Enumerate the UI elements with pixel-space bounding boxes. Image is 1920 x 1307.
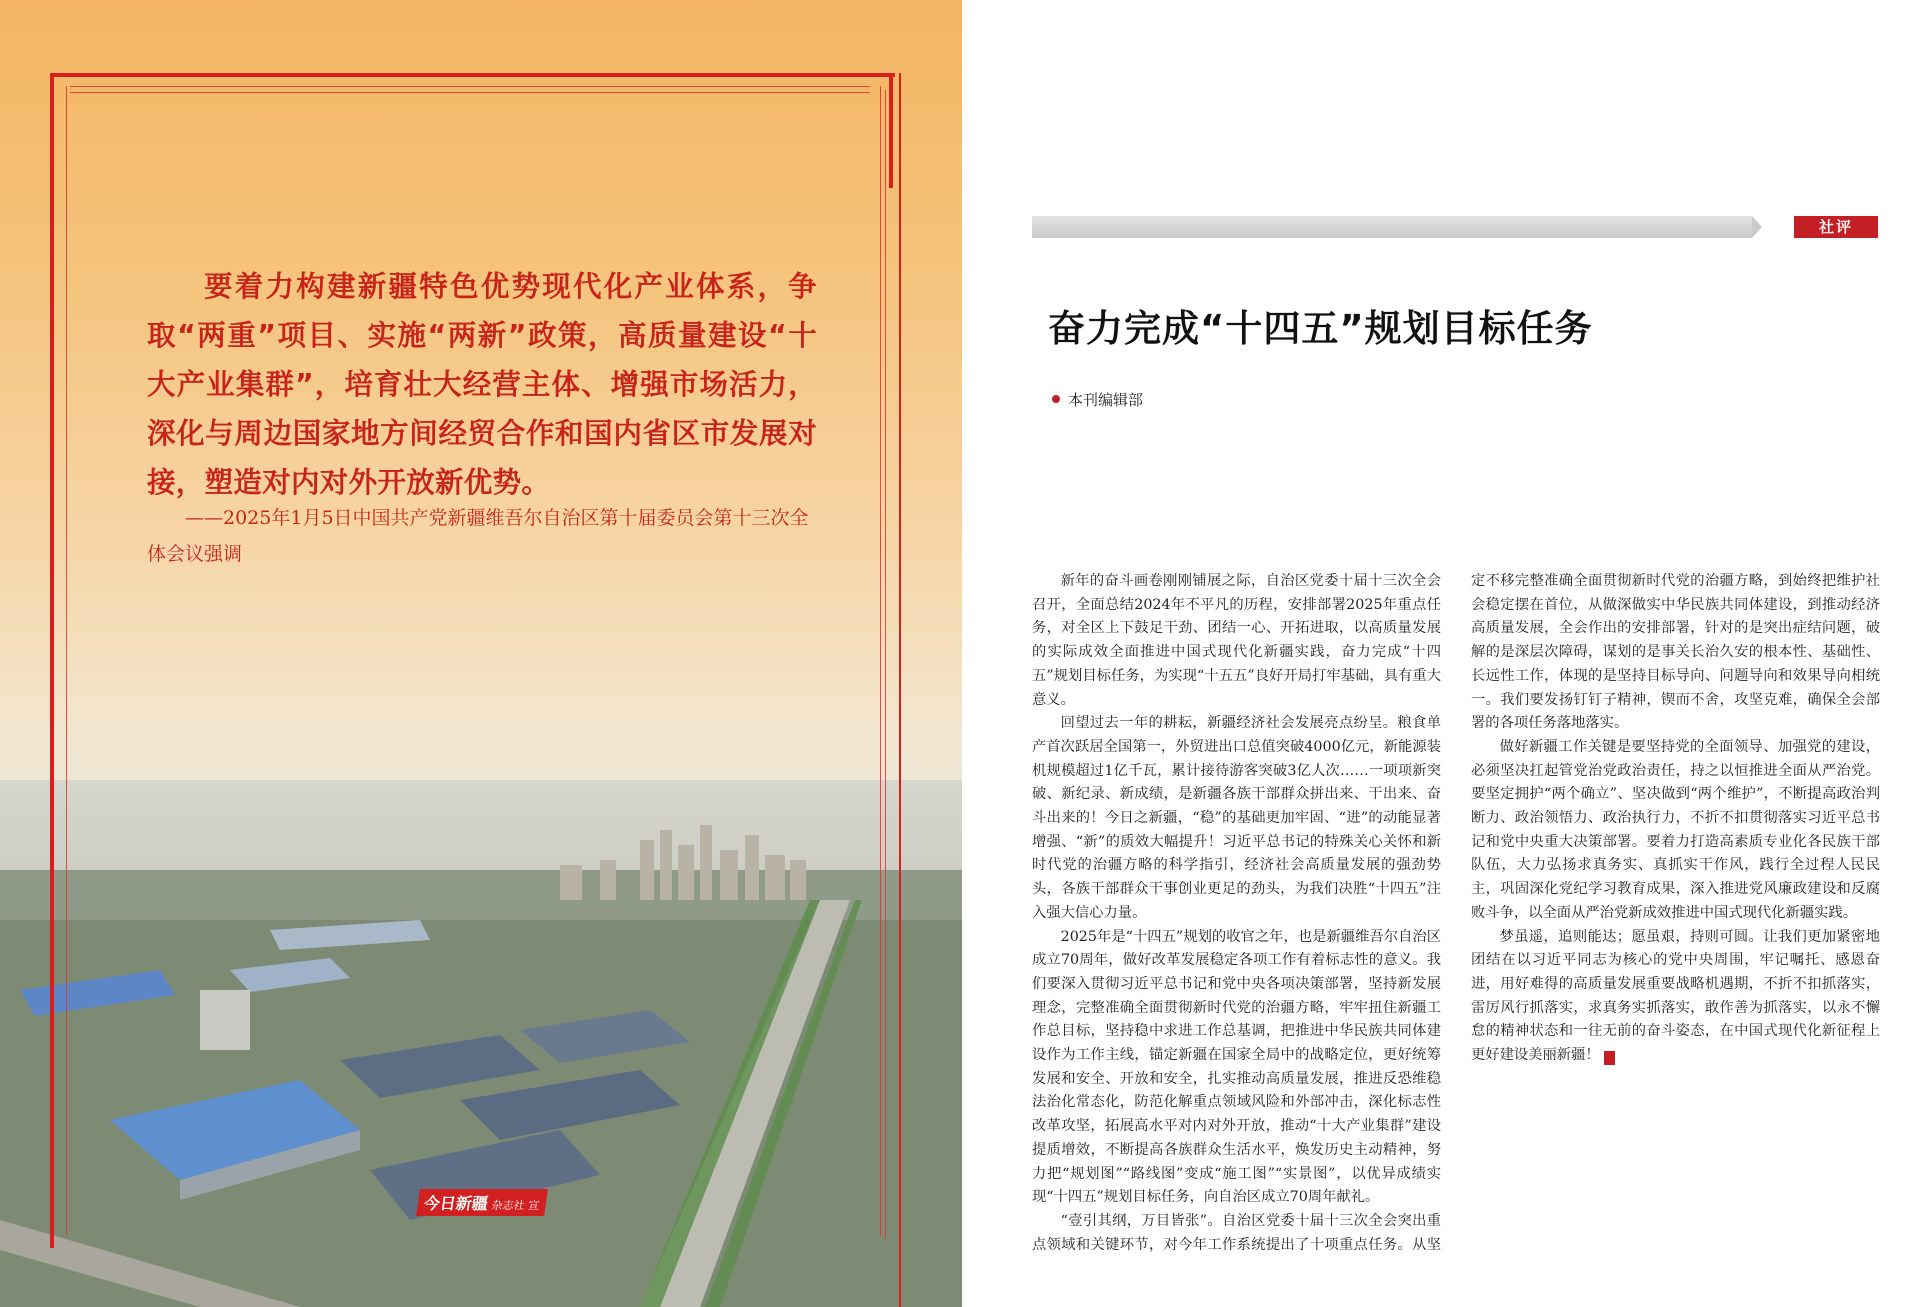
section-tag: 社评 xyxy=(1794,216,1878,238)
end-mark-icon: J xyxy=(1604,1051,1615,1065)
byline-dot-icon xyxy=(1052,395,1060,403)
frame-top-line xyxy=(50,73,895,77)
article-paragraph-last xyxy=(1471,926,1880,1068)
article-paragraph: “壹引其纲，万目皆张”。自治区党委十届十三次全会突出重点领域和关键环节，对今年工作系统提出了十项重点任务。从坚定不移完整准确全面贯彻新时代党的治疆方略，到始终把维护社会稳定摆在首位，从做深做实中华民族共同体建设，到推动经济高质量发展，全会作出的安排部署，针对的是突出症结问题，破解的是深层次障碍，谋划的是事关长治久安的根本性、基础性、长远性工作，体现的是坚持目标导向、问题导向和效果导向相统一。我们要发扬钉钉子精神，锲而不舍，攻坚克难，确保全会部署的各项任务落地落实。 xyxy=(1032,573,1880,1253)
article-paragraph: 回望过去一年的耕耘，新疆经济社会发展亮点纷呈。粮食单产首次跃居全国第一，外贸进出口总值突破4000亿元，新能源装机规模超过1亿千瓦，累计接待游客突破3亿人次……一项项新突破、新纪录、新成绩，是新疆各族干部群众拼出来、干出来、奋斗出来的！今日之新疆，“稳”的基础更加牢固、“进”的动能显著增强、“新”的质效大幅提升！习近平总书记的特殊关心关怀和新时代党的治疆方略的科学指引，经济社会高质量发展的强劲势头，各族干部群众干事创业更足的劲头，为我们决胜“十四五”注入强大信心力量。 xyxy=(1032,715,1441,921)
frame-right-line xyxy=(899,73,901,1307)
frame-top-line-inner-2 xyxy=(70,92,870,93)
magazine-logo xyxy=(416,1189,547,1216)
frame-right-line-inner-2 xyxy=(885,90,886,1240)
right-page xyxy=(962,0,1920,1307)
frame-top-line-inner xyxy=(70,86,870,87)
magazine-logo-sub: 杂志社 宣 xyxy=(490,1199,541,1212)
aerial-city-photo xyxy=(0,780,962,1307)
quote-attribution: ——2025年1月5日中国共产党新疆维吾尔自治区第十届委员会第十三次全体会议强调 xyxy=(147,507,809,565)
article-paragraph: 新年的奋斗画卷刚刚铺展之际，自治区党委十届十三次全会召开，全面总结2024年不平凡的历程，安排部署2025年重点任务，对全区上下鼓足干劲、团结一心、开拓进取，以高质量发展的实际成效全面推进中国式现代化新疆实践，奋力完成“十四五”规划目标任务，为实现“十五五”良好开局打牢基础，具有重大意义。 xyxy=(1032,573,1441,708)
magazine-logo-name: 今日新疆 xyxy=(422,1194,490,1213)
frame-right-line-upper xyxy=(889,73,893,188)
article-byline xyxy=(1052,389,1143,410)
frame-left-line-inner xyxy=(66,86,67,1236)
frame-right-line-inner xyxy=(880,86,881,1236)
quote-text: 要着力构建新疆特色优势现代化产业体系，争取“两重”项目、实施“两新”政策，高质量建设“十大产业集群”，培育壮大经营主体、增强市场活力，深化与周边国家地方间经贸合作和国内省区市发展对接，塑造对内对外开放新优势。 xyxy=(147,270,817,499)
article-paragraph: 做好新疆工作关键是要坚持党的全面领导、加强党的建设，必须坚决扛起管党治党政治责任，持之以恒推进全面从严治党。要坚定拥护“两个确立”、坚决做到“两个维护”，不断提高政治判断力、政治领悟力、政治执行力，不折不扣贯彻落实习近平总书记和党中央重大决策部署。要着力打造高素质专业化各民族干部队伍，大力弘扬求真务实、真抓实干作风，践行全过程人民民主，巩固深化党纪学习教育成果，深入推进党风廉政建设和反腐败斗争，以全面从严治党新成效推进中国式现代化新疆实践。 xyxy=(1471,738,1880,921)
frame-left-line xyxy=(50,73,54,1248)
article-paragraph: 2025年是“十四五”规划的收官之年，也是新疆维吾尔自治区成立70周年，做好改革发展稳定各项工作有着标志性的意义。我们要深入贯彻习近平总书记和党中央各项决策部署，坚持新发展理念，完整准确全面贯彻新时代党的治疆方略，牢牢扭住新疆工作总目标，坚持稳中求进工作总基调，把推进中华民族共同体建设作为工作主线，锚定新疆在国家全局中的战略定位，更好统筹发展和安全、开放和安全，扎实推动高质量发展，推进反恐维稳法治化常态化，防范化解重点领域风险和外部冲击，深化标志性改革攻坚，拓展高水平对内对外开放，推动“十大产业集群”建设提质增效，不断提高各族群众生活水平，焕发历史主动精神，努力把“规划图”“路线图”变成“施工图”“实景图”，以优异成绩实现“十四五”规划目标任务，向自治区成立70周年献礼。 xyxy=(1032,928,1441,1206)
article-paragraph-last-text: 梦虽遥，追则能达；愿虽艰，持则可圆。让我们更加紧密地团结在以习近平同志为核心的党中央周围，牢记嘱托、感恩奋进，用好难得的高质量发展重要战略机遇期，不折不扣抓落实，雷厉风行抓落实，求真务实抓落实，敢作善为抓落实，以永不懈怠的精神状态和一往无前的奋斗姿态，在中国式现代化新征程上更好建设美丽新疆！ xyxy=(1471,928,1880,1064)
article-body xyxy=(1032,570,1880,1260)
section-banner-tip xyxy=(1752,216,1762,238)
byline-text: 本刊编辑部 xyxy=(1068,391,1144,409)
article-headline: 奋力完成“十四五”规划目标任务 xyxy=(1048,307,1593,350)
section-banner-bar xyxy=(1032,216,1752,238)
